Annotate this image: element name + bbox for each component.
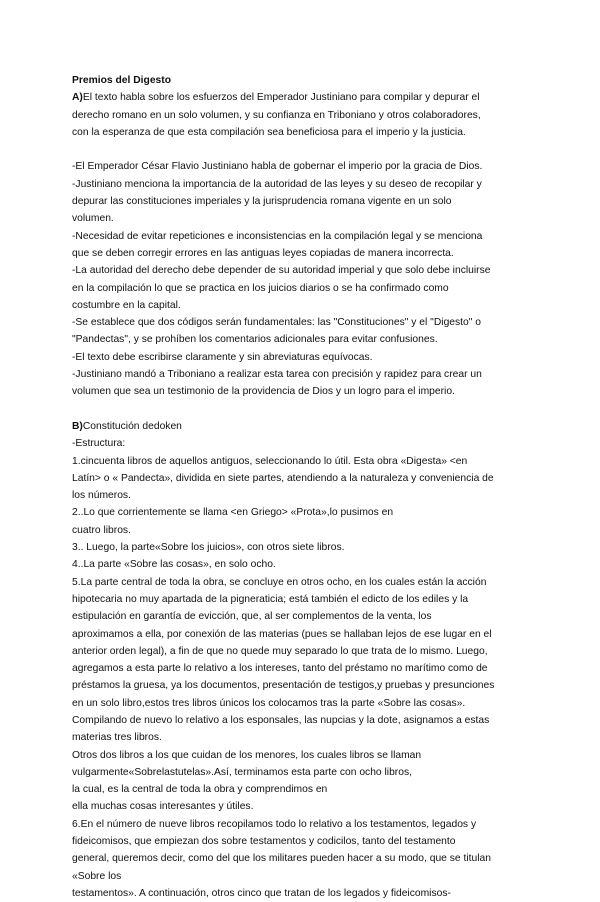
point-line: depurar las constituciones imperiales y la jurisprudencia romana vigente en un solo xyxy=(72,196,452,208)
body-line: Compilando de nuevo lo relativo a los esponsales, las nupcias y la dote, asignamos a estas xyxy=(72,714,490,726)
point-line: que se deben corregir errores en las antiguas leyes copiadas de manera incorrecta. xyxy=(72,247,454,259)
body-line: Latín> o « Pandecta», dividida en siete partes, atendiendo a la naturaleza y conveniencia de xyxy=(72,472,494,484)
point-line: -El texto debe escribirse claramente y sin abreviaturas equívocas. xyxy=(72,351,373,363)
body-line: los números. xyxy=(72,490,131,502)
point-line: -Se establece que dos códigos serán fundamentales: las "Constituciones" y el "Digesto" o xyxy=(72,317,481,329)
body-line: préstamos la gruesa, ya los documentos, presentación de testigos,y pruebas y presunciones xyxy=(72,680,495,692)
body-line: hipotecaria no muy apartada de la pigneraticia; está también el edicto de los ediles y la xyxy=(72,593,469,605)
point-line: -Necesidad de evitar repeticiones e inconsistencias en la compilación legal y se menciona xyxy=(72,230,483,242)
document-page xyxy=(72,72,532,902)
body-line: anterior orden legal), a fin de que no quede muy separado lo que trata de lo mismo. Luego, xyxy=(72,645,488,657)
section-a-title: Premios del Digesto xyxy=(72,75,171,86)
point-line: -El Emperador César Flavio Justiniano habla de gobernar el imperio por la gracia de Dios. xyxy=(72,161,483,173)
body-line: 5.La parte central de toda la obra, se concluye en otros ocho, en los cuales están la acción xyxy=(72,576,487,588)
point-line: volumen que sea un testimonio de la providencia de Dios y un logro para el imperio. xyxy=(72,386,455,398)
section-a-label: A) xyxy=(72,92,83,104)
body-line: ella muchas cosas interesantes y útiles. xyxy=(72,801,254,813)
body-line: «Sobre los xyxy=(72,870,122,882)
body-line: agregamos a esta parte lo relativo a los intereses, tanto del préstamo no marítimo como de xyxy=(72,663,488,675)
body-line: materias tres libros. xyxy=(72,732,162,744)
body-line: la cual, es la central de toda la obra y comprendimos en xyxy=(72,784,328,796)
point-line: -La autoridad del derecho debe depender de su autoridad imperial y que solo debe incluirse xyxy=(72,265,491,277)
point-line: volumen. xyxy=(72,213,114,225)
body-line: Otros dos libros a los que cuidan de los menores, los cuales libros se llaman xyxy=(72,749,422,761)
section-b-heading xyxy=(72,418,532,435)
body-line: fideicomisos, que empiezan dos sobre testamentos y codicilos, tanto del testamento xyxy=(72,836,456,848)
body-line: 1.cincuenta libros de aquellos antiguos, seleccionando lo útil. Esta obra «Digesta» <en xyxy=(72,455,468,467)
section-a-intro-line: derecho romano en un solo volumen, y su confianza en Triboniano y otros colaboradores, xyxy=(72,109,481,121)
point-line: -Justiniano mandó a Triboniano a realizar esta tarea con precisión y rapidez para crear un xyxy=(72,369,482,381)
body-line: aproximamos a ella, por conexión de las materias (pues se hallaban lejos de ese lugar en el xyxy=(72,628,492,640)
body-line: 2..Lo que corrientemente se llama <en Griego> «Prota»,lo pusimos en xyxy=(72,507,394,519)
body-line: vulgarmente«Sobrelastutelas».Así, terminamos esta parte con ocho libros, xyxy=(72,766,412,778)
section-a-intro-line xyxy=(72,89,532,106)
point-line: costumbre en la capital. xyxy=(72,299,181,311)
body-line: estipulación en garantía de evicción, que, al ser complementos de la venta, los xyxy=(72,611,432,623)
point-line: "Pandectas", y se prohíben los comentarios adicionales para evitar confusiones. xyxy=(72,334,438,346)
section-b-body xyxy=(72,435,532,902)
body-line: -Estructura: xyxy=(72,438,126,450)
point-line: -Justiniano menciona la importancia de la autoridad de las leyes y su deseo de recopilar y xyxy=(72,178,482,190)
body-line: testamentos». A continuación, otros cinco que tratan de los legados y fideicomisos- xyxy=(72,887,451,899)
body-line: 3.. Luego, la parte«Sobre los juicios», con otros siete libros. xyxy=(72,542,345,554)
body-line: en un solo libro,estos tres libros únicos los colocamos tras la parte «Sobre las cosas». xyxy=(72,697,466,709)
section-b-label: B) xyxy=(72,420,83,432)
section-a-points xyxy=(72,158,532,400)
point-line: en la compilación lo que se practica en los juicios diarios o se ha confirmado como xyxy=(72,282,449,294)
body-line: general, queremos decir, como del que los militares pueden hacer a su modo, que se titulan xyxy=(72,853,491,865)
section-b-title: Constitución dedoken xyxy=(82,420,182,432)
section-a-intro-line: con la esperanza de que esta compilación sea beneficiosa para el imperio y la justicia. xyxy=(72,126,466,138)
body-line: cuatro libros. xyxy=(72,524,131,536)
intro-text: El texto habla sobre los esfuerzos del Emperador Justiniano para compilar y depurar el xyxy=(82,92,480,104)
body-line: 4..La parte «Sobre las cosas», en solo ocho. xyxy=(72,559,276,571)
body-line: 6.En el número de nueve libros recopilamos todo lo relativo a los testamentos, legados y xyxy=(72,818,477,830)
